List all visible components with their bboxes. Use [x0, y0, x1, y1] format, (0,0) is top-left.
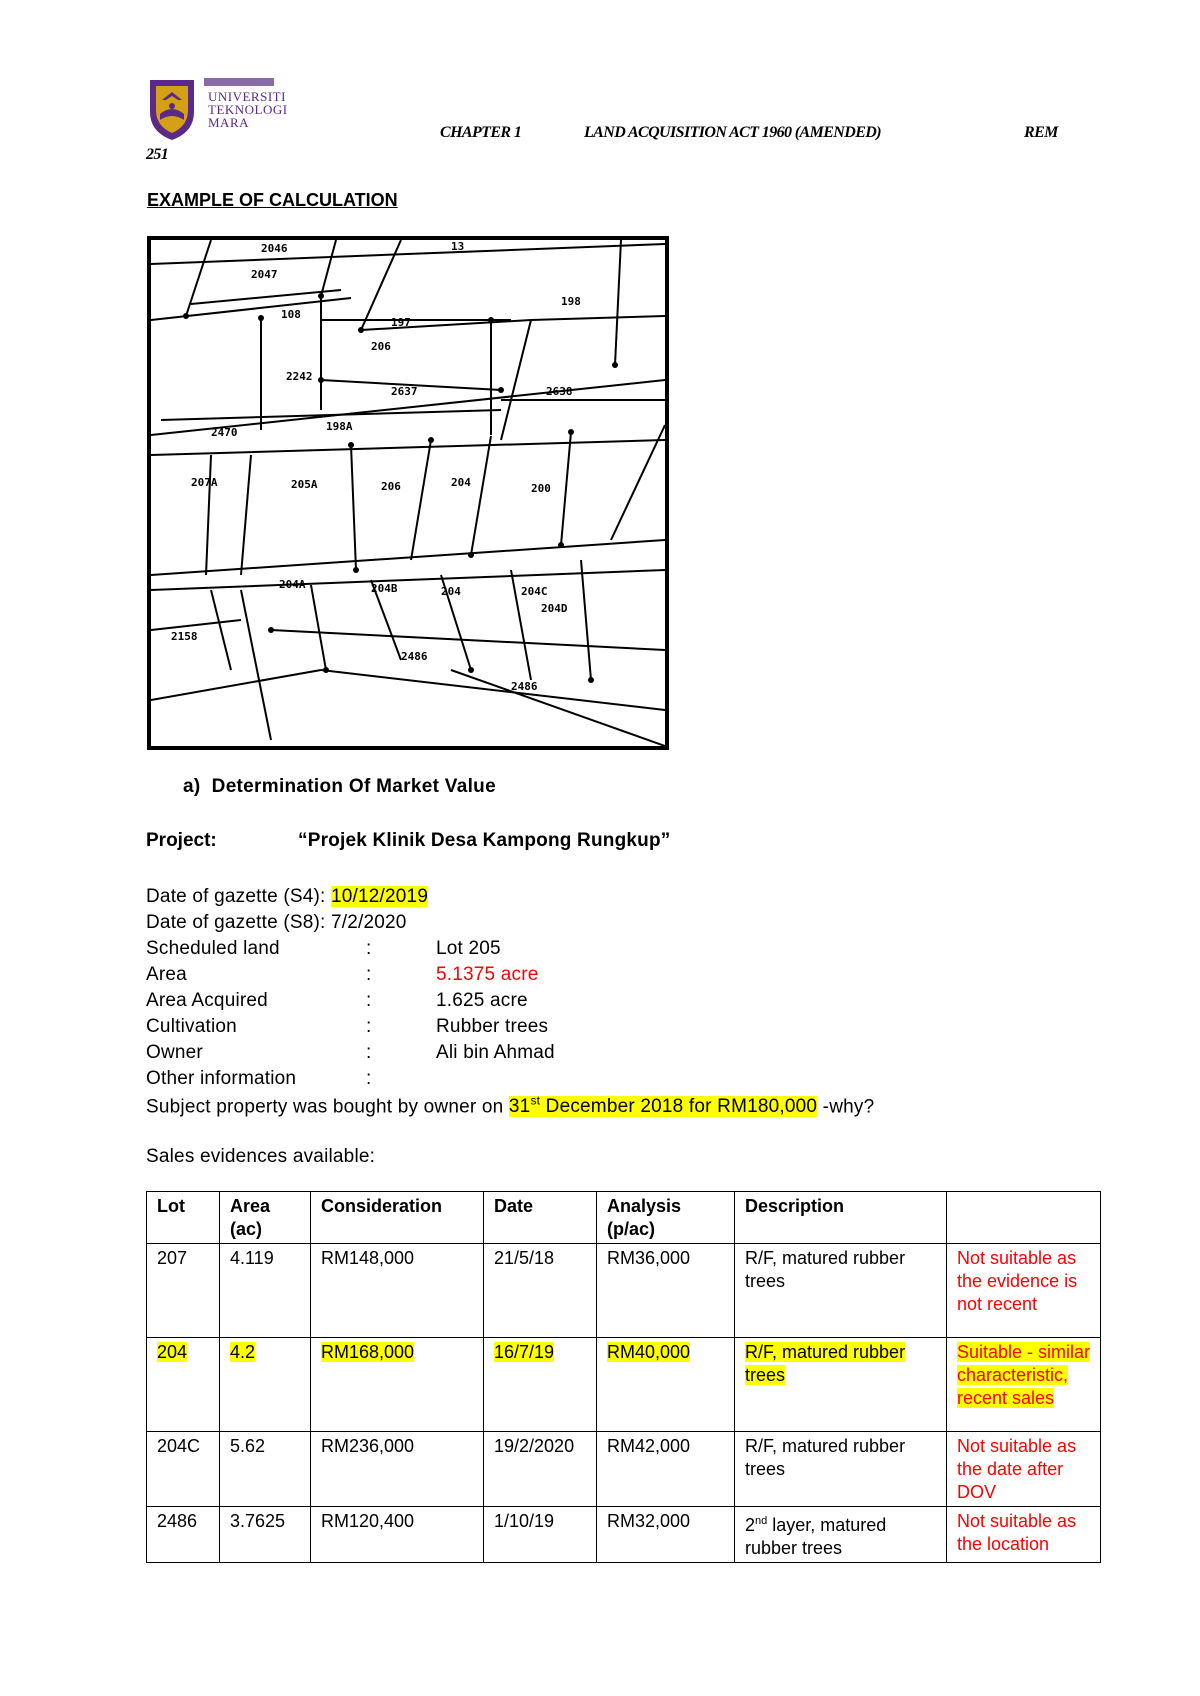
map-lot-label: 2047 — [251, 268, 278, 281]
lot-map — [147, 236, 669, 750]
detail-colon: : — [366, 938, 372, 959]
subject-highlighted-text: December 2018 for RM180,000 — [540, 1096, 818, 1118]
table-row — [147, 1244, 1101, 1338]
cell-lot: 204 — [157, 1342, 188, 1362]
cell-description: R/F, matured rubber trees — [745, 1342, 906, 1385]
map-lot-label: 2242 — [286, 370, 313, 383]
cell-analysis: RM36,000 — [607, 1248, 691, 1268]
header-chapter: CHAPTER 1 — [440, 124, 522, 141]
cell-remark: Not suitable as the evidence is not recent — [957, 1248, 1078, 1314]
table-header-row — [147, 1192, 1101, 1244]
subject-day: 31 — [508, 1096, 531, 1118]
map-lot-label: 2470 — [211, 426, 238, 439]
header-course-code: REM — [1024, 124, 1058, 141]
map-lot-label: 204C — [521, 585, 548, 598]
cell-remark: Not suitable as the date after DOV — [957, 1436, 1077, 1502]
map-lot-label: 2637 — [391, 385, 418, 398]
header-date: Date — [484, 1192, 597, 1244]
detail-colon: : — [366, 990, 372, 1011]
map-lot-label: 204 — [451, 476, 471, 489]
detail-value-cultivation: Rubber trees — [436, 1016, 549, 1037]
logo-line-2: TEKNOLOGI — [208, 102, 288, 117]
detail-label-area: Area — [146, 964, 187, 985]
cell-analysis: RM42,000 — [607, 1436, 691, 1456]
cell-consideration: RM236,000 — [321, 1436, 415, 1456]
map-lot-label: 198A — [326, 420, 353, 433]
cell-date: 16/7/19 — [494, 1342, 555, 1362]
page-number: 251 — [146, 146, 169, 163]
subject-statement — [146, 1094, 874, 1118]
map-lot-label: 200 — [531, 482, 551, 495]
cell-area: 3.7625 — [230, 1511, 286, 1531]
detail-colon: : — [366, 1042, 372, 1063]
subject-highlight — [509, 1096, 817, 1117]
cell-description: R/F, matured rubber trees — [745, 1248, 906, 1291]
cell-consideration: RM168,000 — [321, 1342, 415, 1362]
sales-intro: Sales evidences available: — [146, 1146, 376, 1167]
detail-value-area: 5.1375 acre — [436, 964, 539, 985]
detail-colon: : — [366, 1068, 372, 1089]
page-title: EXAMPLE OF CALCULATION — [147, 190, 398, 210]
cell-date: 19/2/2020 — [494, 1436, 575, 1456]
project-name: “Projek Klinik Desa Kampong Rungkup” — [298, 830, 671, 851]
map-lot-label: 2046 — [261, 242, 288, 255]
cell-analysis: RM32,000 — [607, 1511, 691, 1531]
gazette-s4 — [146, 886, 428, 908]
cell-description — [745, 1515, 886, 1558]
map-lot-label: 108 — [281, 308, 301, 321]
cell-lot: 204C — [157, 1436, 201, 1456]
desc-text: layer, matured rubber trees — [745, 1515, 887, 1558]
detail-value-scheduled: Lot 205 — [436, 938, 501, 959]
map-lot-label: 197 — [391, 316, 411, 329]
map-lot-label: 205A — [291, 478, 318, 491]
detail-label-other: Other information — [146, 1068, 297, 1089]
cell-consideration: RM148,000 — [321, 1248, 415, 1268]
table-row — [147, 1507, 1101, 1563]
logo-wordmark — [208, 90, 288, 129]
map-lot-label: 204D — [541, 602, 568, 615]
map-lot-label: 2158 — [171, 630, 198, 643]
header-act: LAND ACQUISITION ACT 1960 (AMENDED) — [584, 124, 881, 141]
section-heading — [183, 776, 496, 798]
detail-colon: : — [366, 1016, 372, 1037]
desc-ordinal-suffix: nd — [755, 1515, 768, 1527]
detail-colon: : — [366, 964, 372, 985]
map-lot-label: 198 — [561, 295, 581, 308]
cell-area: 5.62 — [230, 1436, 266, 1456]
cell-remark: Not suitable as the location — [957, 1511, 1077, 1554]
gazette-s8-label: Date of gazette (S8): — [146, 912, 326, 933]
detail-value-area-acquired: 1.625 acre — [436, 990, 528, 1011]
header-description: Description — [735, 1192, 947, 1244]
subject-suffix: -why? — [817, 1096, 875, 1118]
cell-consideration: RM120,400 — [321, 1511, 415, 1531]
gazette-s8-value: 7/2/2020 — [331, 912, 407, 933]
section-marker: a) — [183, 776, 201, 797]
cell-date: 21/5/18 — [494, 1248, 555, 1268]
map-lot-label: 13 — [451, 240, 465, 253]
map-lot-label: 2486 — [401, 650, 428, 663]
lot-map-drawing — [151, 240, 665, 746]
cell-description: R/F, matured rubber trees — [745, 1436, 906, 1479]
detail-value-owner: Ali bin Ahmad — [436, 1042, 555, 1063]
section-title: Determination Of Market Value — [211, 776, 496, 797]
map-lot-label: 2638 — [546, 385, 573, 398]
detail-label-scheduled: Scheduled land — [146, 938, 280, 959]
gazette-s8 — [146, 912, 407, 934]
table-row — [147, 1432, 1101, 1507]
map-lot-label: 206 — [381, 480, 401, 493]
header-analysis: Analysis (p/ac) — [597, 1192, 735, 1244]
desc-ordinal: 2 — [745, 1515, 756, 1535]
detail-label-area-acquired: Area Acquired — [146, 990, 268, 1011]
detail-label-owner: Owner — [146, 1042, 203, 1063]
cell-analysis: RM40,000 — [607, 1342, 691, 1362]
gazette-s4-label: Date of gazette (S4): — [146, 886, 326, 907]
cell-date: 1/10/19 — [494, 1511, 555, 1531]
header-remark — [947, 1192, 1101, 1244]
map-lot-label: 206 — [371, 340, 391, 353]
cell-lot: 207 — [157, 1248, 188, 1268]
project-label: Project: — [146, 830, 217, 851]
map-lot-label: 204B — [371, 582, 398, 595]
map-lot-label: 204A — [279, 578, 306, 591]
gazette-s4-value: 10/12/2019 — [331, 886, 429, 907]
table-row-selected — [147, 1338, 1101, 1432]
cell-remark: Suitable - similar characteristic, recent sales — [957, 1342, 1091, 1408]
header-consideration: Consideration — [311, 1192, 484, 1244]
cell-area: 4.2 — [230, 1342, 256, 1362]
subject-day-suffix: st — [530, 1094, 541, 1108]
subject-prefix: Subject property was bought by owner on — [146, 1096, 509, 1118]
logo-line-1: UNIVERSITI — [208, 89, 286, 104]
detail-label-cultivation: Cultivation — [146, 1016, 237, 1037]
header-lot: Lot — [147, 1192, 220, 1244]
sales-evidence-table — [146, 1191, 1101, 1563]
cell-area: 4.119 — [230, 1248, 274, 1268]
header-area: Area (ac) — [220, 1192, 311, 1244]
cell-lot: 2486 — [157, 1511, 198, 1531]
map-lot-label: 204 — [441, 585, 461, 598]
map-lot-label: 2486 — [511, 680, 538, 693]
map-lot-label: 207A — [191, 476, 218, 489]
logo-line-3: MARA — [208, 115, 250, 130]
